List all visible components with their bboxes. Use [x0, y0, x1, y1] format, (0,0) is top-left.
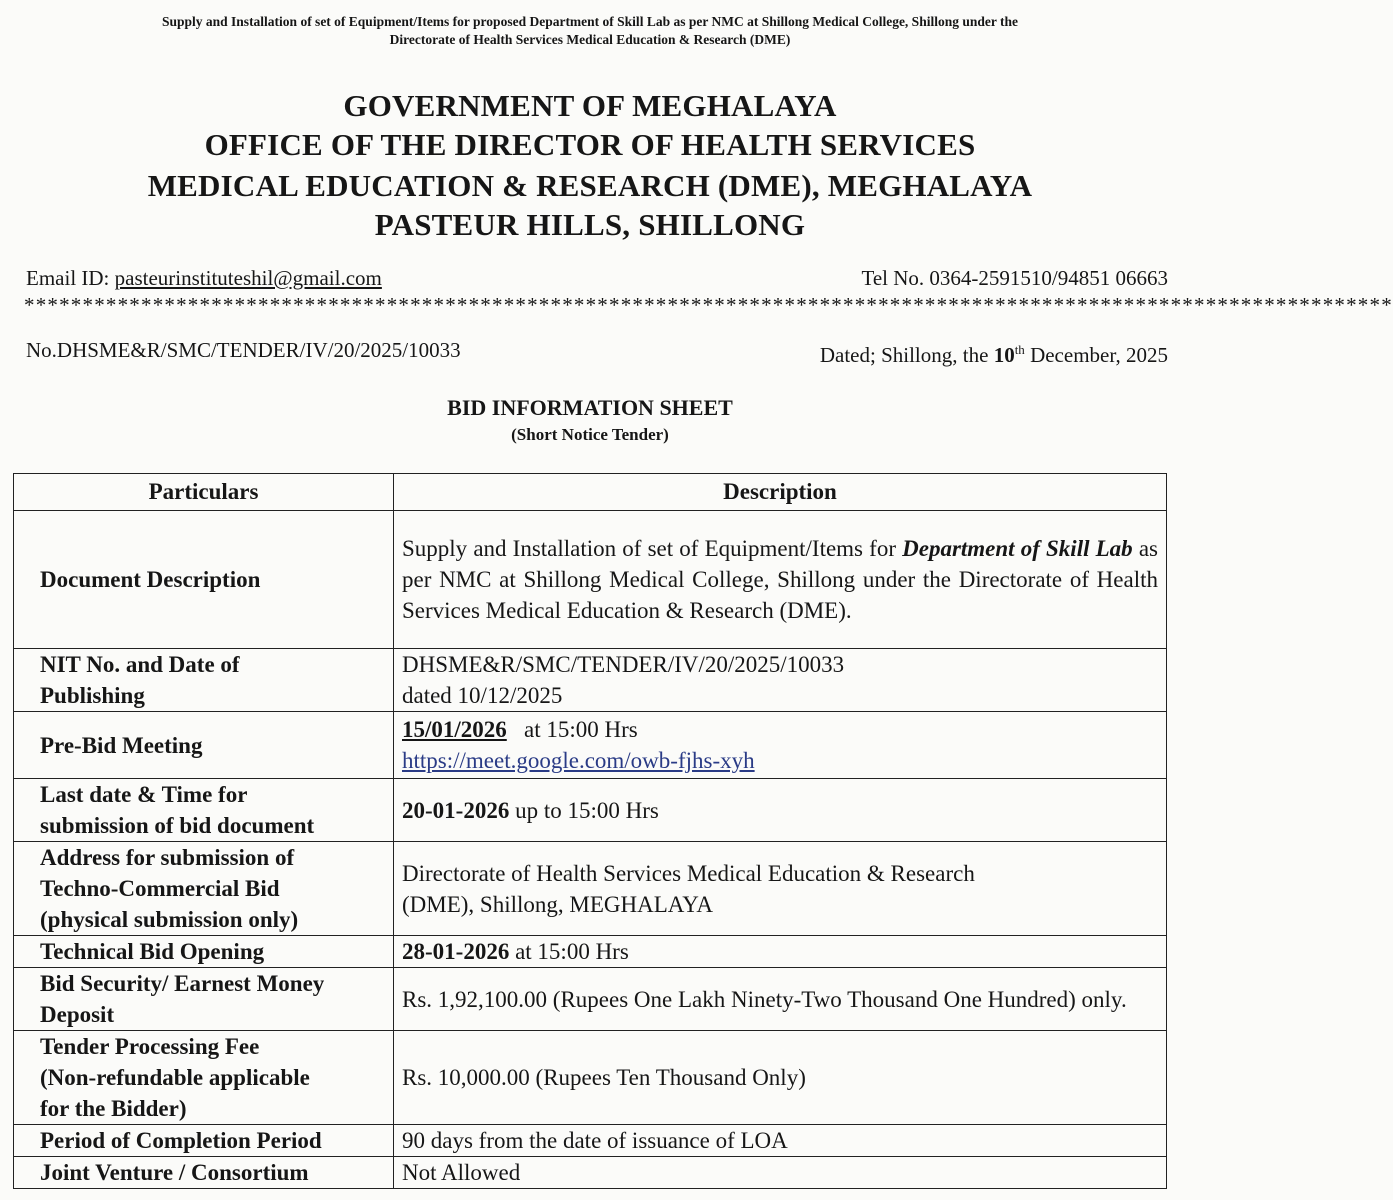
date-rest: December, 2025	[1024, 343, 1168, 367]
table-row	[14, 936, 1167, 968]
desc-text-b: Department of Skill Lab	[902, 536, 1133, 561]
label-emd	[14, 968, 394, 1031]
sheet-title: BID INFORMATION SHEET	[447, 395, 733, 420]
header-description: Description	[394, 474, 1167, 511]
address-line1: Directorate of Health Services Medical Education & Research	[402, 860, 975, 886]
table-header-row	[14, 474, 1167, 511]
label-nit	[14, 649, 394, 712]
value-technical-opening	[394, 936, 1167, 968]
email-block	[26, 264, 382, 292]
email-link[interactable]: pasteurinstituteshil@gmail.com	[114, 266, 382, 290]
address-line2: (DME), Shillong, MEGHALAYA	[402, 891, 713, 917]
last-time: up to 15:00 Hrs	[509, 797, 659, 823]
reference-number: No.DHSME&R/SMC/TENDER/IV/20/2025/10033	[26, 338, 461, 362]
tech-open-time: at 15:00 Hrs	[509, 939, 629, 964]
label-last-date-line2: submission of bid document	[40, 813, 315, 838]
label-fee	[14, 1031, 394, 1125]
org-line-3: MEDICAL EDUCATION & RESEARCH (DME), MEGHALAYA	[147, 168, 1033, 203]
sheet-subtitle: (Short Notice Tender)	[511, 425, 669, 444]
label-fee-line3: for the Bidder)	[40, 1096, 187, 1121]
header-line-2: Directorate of Health Services Medical Education & Research (DME)	[389, 32, 791, 47]
value-nit	[394, 649, 1167, 712]
label-document-description: Document Description	[14, 511, 394, 649]
table-row	[14, 968, 1167, 1031]
email-label: Email ID:	[26, 266, 115, 290]
label-completion: Period of Completion Period	[14, 1125, 394, 1157]
label-address-line1: Address for submission of	[40, 845, 295, 870]
label-emd-line1: Bid Security/ Earnest Money	[40, 971, 325, 996]
table-row	[14, 511, 1167, 649]
label-address-line2: Techno-Commercial Bid	[40, 876, 280, 901]
value-document-description	[394, 511, 1167, 649]
bid-information-table	[13, 473, 1167, 1189]
org-line-2: OFFICE OF THE DIRECTOR OF HEALTH SERVICES	[204, 127, 976, 162]
tech-open-date: 28-01-2026	[402, 939, 510, 964]
tel-number: Tel No. 0364-2591510/94851 06663	[861, 266, 1168, 290]
org-line-1: GOVERNMENT OF MEGHALAYA	[343, 88, 837, 123]
header-particulars: Particulars	[14, 474, 394, 511]
label-nit-line2: Publishing	[40, 683, 145, 708]
label-last-date	[14, 779, 394, 842]
nit-date: dated 10/12/2025	[402, 683, 563, 708]
nit-number: DHSME&R/SMC/TENDER/IV/20/2025/10033	[402, 652, 845, 677]
reference-date	[820, 336, 1168, 369]
label-address-line3: (physical submission only)	[40, 907, 299, 932]
label-fee-line2: (Non-refundable applicable	[40, 1065, 310, 1090]
org-line-4: PASTEUR HILLS, SHILLONG	[374, 207, 806, 242]
last-date: 20-01-2026	[402, 797, 510, 823]
prebid-time: at 15:00 Hrs	[506, 717, 638, 742]
header-line-1: Supply and Installation of set of Equipment/Items for proposed Department of Skill Lab as per NMC at Shillong Medical College, Shillong under the	[162, 14, 1018, 29]
date-day: 10	[993, 343, 1015, 367]
star-separator: *********************************************************************************************************************	[24, 293, 1393, 317]
meeting-link[interactable]: https://meet.google.com/owb-fjhs-xyh	[402, 748, 755, 773]
label-joint-venture: Joint Venture / Consortium	[14, 1157, 394, 1189]
table-row	[14, 712, 1167, 779]
prebid-date: 15/01/2026	[402, 717, 507, 742]
desc-text-c: as per NMC at Shillong Medical College, Shillong under the Directorate of Health Services Medical Education & Research (DME).	[402, 536, 1158, 623]
table-row	[14, 779, 1167, 842]
table-row	[14, 649, 1167, 712]
table-row	[14, 842, 1167, 936]
desc-text-a: Supply and Installation of set of Equipment/Items for	[402, 536, 903, 561]
value-last-date	[394, 779, 1167, 842]
date-prefix: Dated; Shillong, the	[819, 343, 994, 367]
label-last-date-line1: Last date & Time for	[40, 782, 248, 807]
value-joint-venture: Not Allowed	[394, 1157, 1167, 1189]
label-technical-opening: Technical Bid Opening	[14, 936, 394, 968]
date-suffix: th	[1014, 342, 1025, 357]
label-nit-line1: NIT No. and Date of	[40, 652, 240, 677]
value-completion: 90 days from the date of issuance of LOA	[394, 1125, 1167, 1157]
value-address	[394, 842, 1167, 936]
table-row	[14, 1157, 1167, 1189]
value-emd: Rs. 1,92,100.00 (Rupees One Lakh Ninety-Two Thousand One Hundred) only.	[394, 968, 1167, 1031]
label-fee-line1: Tender Processing Fee	[40, 1034, 260, 1059]
label-address	[14, 842, 394, 936]
label-prebid: Pre-Bid Meeting	[14, 712, 394, 779]
value-fee: Rs. 10,000.00 (Rupees Ten Thousand Only)	[394, 1031, 1167, 1125]
table-row	[14, 1125, 1167, 1157]
value-prebid	[394, 712, 1167, 779]
table-row	[14, 1031, 1167, 1125]
label-emd-line2: Deposit	[40, 1002, 115, 1027]
